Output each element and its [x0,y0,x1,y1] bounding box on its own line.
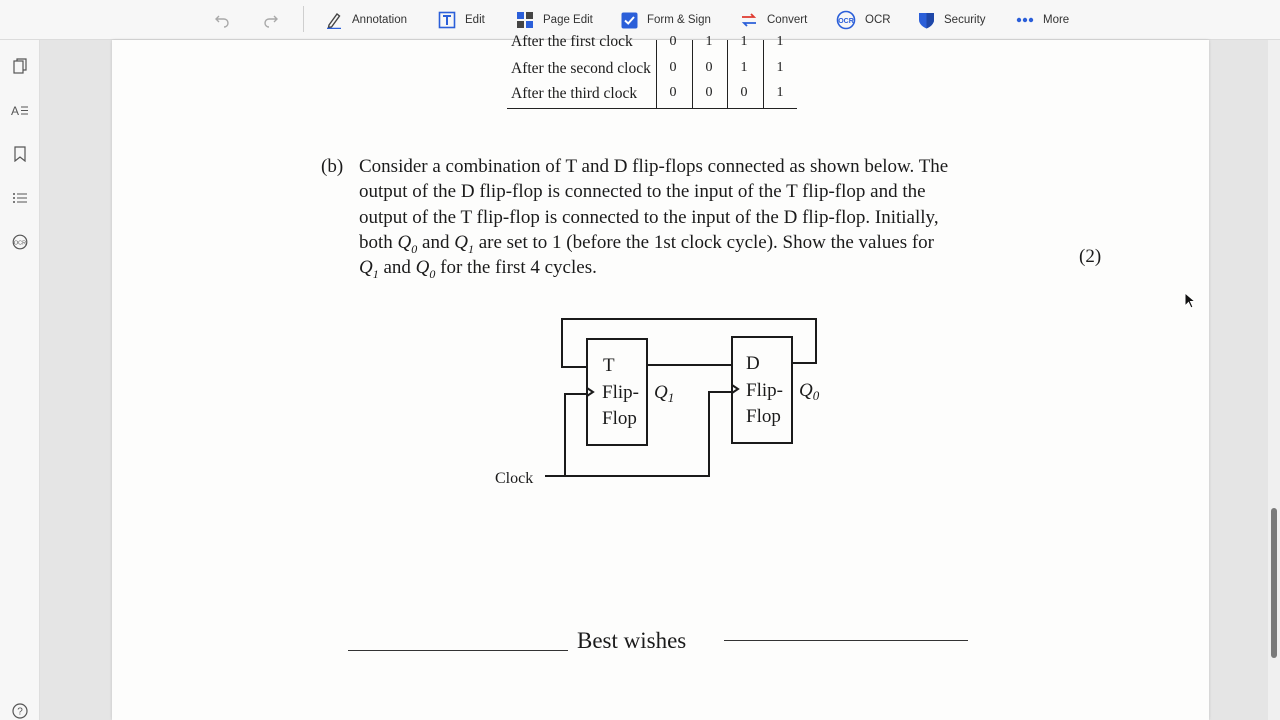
d-output-label [799,380,820,403]
table-cell: 1 [740,60,748,75]
math-symbol: Q [359,257,373,278]
text-span: and [422,232,450,253]
mouse-cursor-icon [1184,292,1196,310]
flip-flop-circuit [485,310,830,490]
pages-icon [13,58,27,74]
ocr-icon [12,234,28,250]
question-marks: (2) [1079,246,1102,267]
left-sidebar [0,40,40,720]
math-q1 [359,257,379,281]
table-divider [727,40,728,108]
math-symbol: Q [397,232,412,253]
table-cell: 1 [705,34,713,49]
q0-feedback-wire [562,319,816,367]
annotation-button[interactable] [325,0,407,40]
table-divider [692,40,693,108]
checkbox-icon [621,12,638,29]
top-toolbar [0,0,1280,40]
t-output-symbol: Q [654,382,668,403]
question-line: output of the D flip-flop is connected to the input of the T flip-flop and the [359,181,926,202]
d-block-line: Flip- [746,380,783,401]
text-search-button[interactable] [11,101,29,119]
convert-label: Convert [767,14,808,26]
closing-rule-left [348,650,568,651]
table-cell: 0 [705,60,713,75]
ocr-label: OCR [865,14,891,26]
closing-rule-right [724,640,968,641]
help-button[interactable] [11,702,29,720]
convert-arrows-icon [740,11,758,29]
more-button[interactable] [1016,0,1069,40]
table-cell: 0 [669,60,677,75]
math-subscript: 0 [411,241,418,256]
d-block-line: D [746,353,760,374]
security-button[interactable] [918,0,986,40]
table-cell: 0 [740,85,748,100]
svg-text:OCR: OCR [13,240,27,247]
math-subscript: 0 [429,266,436,281]
table-cell: 0 [705,85,713,100]
math-q0 [415,257,436,281]
text-span: for the first 4 cycles. [440,257,597,278]
t-output-label [654,382,674,405]
table-cell: 1 [740,34,748,49]
clock-label: Clock [495,470,534,487]
table-cell: 1 [776,34,784,49]
table-divider [763,40,764,108]
undo-icon [214,12,230,28]
question-line [359,232,934,257]
annotation-label: Annotation [352,14,407,26]
bookmarks-button[interactable] [11,145,29,163]
table-cell: 1 [776,60,784,75]
svg-text:?: ? [17,706,23,718]
math-subscript: 1 [372,266,379,281]
clock-wire-d [545,392,732,476]
help-icon [12,703,28,719]
table-bottom-rule [507,108,797,109]
question-label: (b) [321,156,344,177]
pages-panel-button[interactable] [11,57,29,75]
text-edit-icon [438,11,456,29]
table-cell: 1 [776,85,784,100]
d-block-line: Flop [746,406,781,427]
t-output-subscript: 1 [667,390,675,405]
redo-button[interactable] [263,0,279,40]
t-block-line: Flop [602,408,637,429]
math-symbol: Q [454,232,468,253]
text-span: and [383,257,411,278]
math-symbol: Q [415,257,430,278]
table-row-label: After the first clock [511,33,633,50]
svg-text:OCR: OCR [838,18,854,25]
page-edit-label: Page Edit [543,14,593,26]
table-row-label: After the third clock [511,85,638,102]
more-label: More [1043,14,1070,26]
clock-wire-t [565,394,587,476]
outline-icon [12,192,28,204]
text-span: are set to 1 (before the 1st clock cycle). Show the values for [478,232,934,253]
text-span: both [359,232,393,253]
d-output-symbol: Q [799,380,813,401]
d-output-subscript: 0 [812,388,820,403]
question-line: Consider a combination of T and D flip-flops connected as shown below. The [359,156,949,177]
more-dots-icon [1016,17,1034,23]
math-q0 [397,232,418,256]
text-search-icon [11,103,29,117]
form-sign-label: Form & Sign [647,14,711,26]
scrollbar-thumb[interactable] [1271,508,1277,658]
toolbar-divider [303,6,304,32]
shield-icon [918,11,935,29]
edit-label: Edit [465,14,485,26]
edit-button[interactable] [438,0,485,40]
table-divider [656,40,657,108]
t-block-line: Flip- [602,382,639,403]
math-q1 [454,232,474,256]
table-row-label: After the second clock [511,60,651,77]
security-label: Security [944,14,986,26]
grid-icon [516,11,534,29]
bookmark-icon [14,146,26,162]
pen-icon [325,11,343,29]
closing-line [348,626,968,660]
ocr-button[interactable] [836,0,891,40]
redo-icon [263,12,279,28]
question-line [359,257,597,282]
math-subscript: 1 [467,241,474,256]
question-line: output of the T flip-flop is connected to the input of the D flip-flop. Initially, [359,207,939,228]
closing-text: Best wishes [577,628,687,653]
ocr-panel-button[interactable] [11,233,29,251]
undo-button[interactable] [214,0,230,40]
svg-text:A: A [11,104,20,117]
ocr-icon [836,10,856,30]
table-cell: 0 [669,85,677,100]
t-block-line: T [603,355,615,376]
outline-button[interactable] [11,189,29,207]
table-cell: 0 [669,34,677,49]
